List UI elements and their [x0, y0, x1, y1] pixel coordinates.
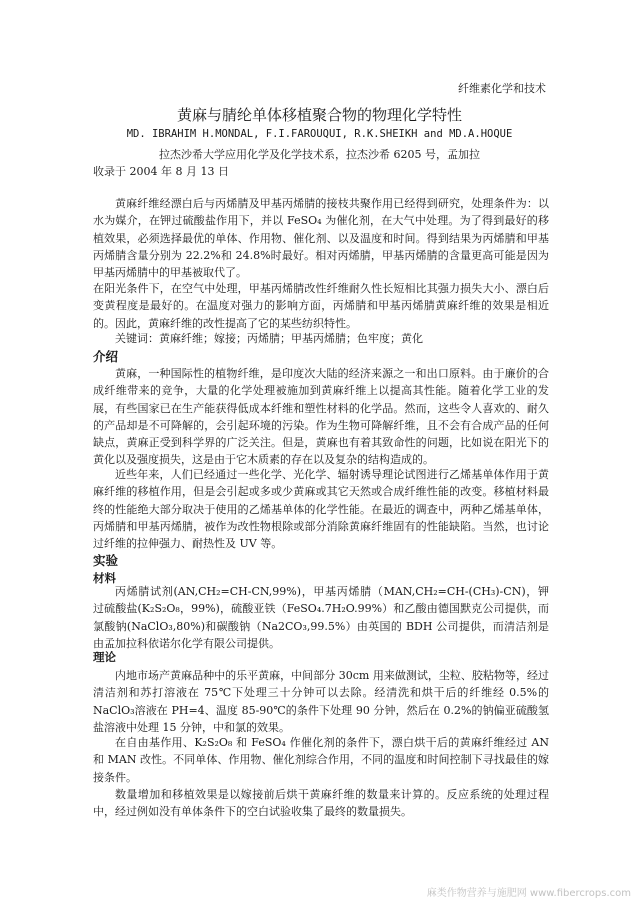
abstract-paragraph-2: 在阳光条件下，在空气中处理，甲基丙烯腈改性纤维耐久性长短相比其强力损失大小、漂白后变黄程度是最好的。在温度对强力的影响方面，丙烯腈和甲基丙烯腈黄麻纤维的效果是相近的。因此，黄麻纤维的改性提高了它的某些纺织特性。 [93, 282, 549, 330]
intro-paragraph-2: 近些年来，人们已经通过一些化学、光化学、辐射诱导理论试图进行乙烯基单体作用于黄麻纤维的移植作用，但是会引起或多或少黄麻或其它天然或合成纤维性能的改变。移植材料最终的性能绝大部分取决于使用的乙烯基单体的化学性能。在最近的调查中，两种乙烯基单体，丙烯腈和甲基丙烯腈，被作为改性物根除或部分消除黄麻纤维固有的性能缺陷。当然，也讨论过纤维的拉伸强力、耐热性及 UV 等。 [93, 468, 549, 551]
intro-paragraph-1: 黄麻，一种国际性的植物纤维，是印度次大陆的经济来源之一和出口原料。由于廉价的合成纤维带来的竞争，大量的化学处理被施加到黄麻纤维上以提高其性能。随着化学工业的发展，有些国家已在生产能获得低成本纤维和塑性材料的化学品。然而，这些令人喜欢的、耐久的产品却是不可降解的，会引起环境的污染。作为生物可降解纤维，且不会有合成产品的任何缺点，黄麻正受到科学界的广泛关注。但是，黄麻也有着其致命性的问题，比如说在阳光下的黄化以及强度损失，这是由于它木质素的存在以及复杂的结构造成的。 [93, 367, 549, 467]
author-list: MD. IBRAHIM H.MONDAL, F.I.FAROUQUI, R.K.SHEIKH and MD.A.HOQUE [126, 128, 513, 140]
site-watermark: 麻类作物营养与施肥网 www.fibercrops.com [426, 888, 631, 899]
section-heading-experiment: 实验 [93, 553, 119, 568]
keywords: 关键词：黄麻纤维；嫁接；丙烯腈；甲基丙烯腈；色牢度；黄化 [115, 332, 423, 345]
subsection-heading-theory: 理论 [93, 650, 116, 664]
paper-title: 黄麻与腈纶单体移植聚合物的物理化学特性 [176, 106, 462, 124]
affiliation: 拉杰沙希大学应用化学及化学技术系，拉杰沙希 6205 号，孟加拉 [159, 148, 480, 161]
section-heading-intro: 介绍 [93, 349, 119, 364]
received-date: 收录于 2004 年 8 月 13 日 [93, 165, 229, 178]
theory-paragraph-3: 数量增加和移植效果是以嫁接前后烘干黄麻纤维的数量来计算的。反应系统的处理过程中，经过例如没有单体条件下的空白试验收集了最终的数量损失。 [93, 788, 549, 819]
abstract-paragraph-1: 黄麻纤维经漂白后与丙烯腈及甲基丙烯腈的接枝共聚作用已经得到研究，处理条件为：以水为媒介，在钾过硫酸盐作用下，并以 FeSO₄ 为催化剂，在大气中处理。为了得到最好的移植效果，必须选择最优的单体、作用物、催化剂、以及温度和时间。得到结果为丙烯腈和甲基丙烯腈含量分别为 22.2%和 24.8%时最好。相对丙烯腈，甲基丙烯腈的含量更高可能是因为甲基丙烯腈中的甲基被取代了。 [93, 197, 549, 280]
materials-paragraph: 丙烯腈试剂(AN,CH₂=CH-CN,99%)，甲基丙烯腈（MAN,CH₂=CH-(CH₃)-CN)，钾过硫酸盐(K₂S₂O₈，99%)，硫酸亚铁（FeSO₄.7H₂O.99%）和乙酸由德国默克公司提供，而氯酸钠(NaClO₃,80%)和碳酸钠（Na2CO₃,99.5%）由英国的 BDH 公司提供，而清洁剂是由孟加拉科依诺尔化学有限公司提供。 [93, 585, 549, 650]
journal-name: 纤维素化学和技术 [458, 82, 546, 95]
theory-paragraph-1: 内地市场产黄麻品种中的乐平黄麻，中间部分 30cm 用来做测试，尘粒、胶粘物等，经过清洁剂和苏打溶液在 75℃下处理三十分钟可以去除。经清洗和烘干后的纤维经 0.5%的 NaClO₃溶液在 PH=4、温度 85-90℃的条件下处理 90 分钟，然后在 0.2%的钠偏亚硫酸氢盐溶液中处理 15 分钟，中和氯的效果。 [93, 669, 549, 734]
subsection-heading-materials: 材料 [93, 571, 116, 585]
theory-paragraph-2: 在自由基作用、K₂S₂O₈ 和 FeSO₄ 作催化剂的条件下，漂白烘干后的黄麻纤维经过 AN 和 MAN 改性。不同单体、作用物、催化剂综合作用，不同的温度和时间控制下寻找最佳的嫁接条件。 [93, 736, 549, 784]
